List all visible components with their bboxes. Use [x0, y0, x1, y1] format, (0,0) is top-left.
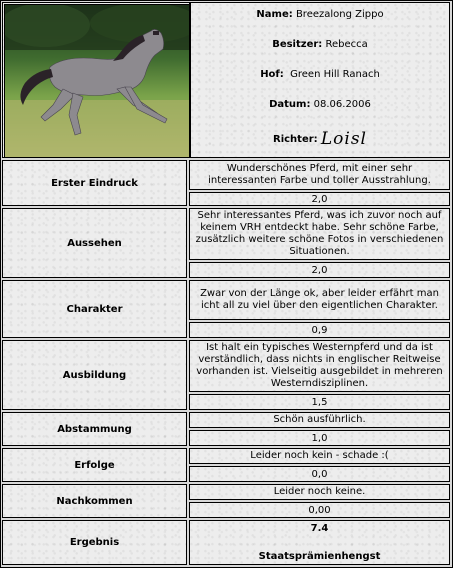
row-label-first-impression: Erster Eindruck: [2, 160, 187, 206]
horse-info-cell: [190, 2, 450, 158]
row-label-character: Charakter: [2, 280, 187, 338]
judge-signature: Loisl: [320, 129, 367, 149]
farm-value: Green Hill Ranach: [290, 69, 380, 80]
result-score: 7.4: [310, 523, 329, 534]
date-label: Datum:: [269, 99, 311, 110]
row-score-appearance: 2,0: [189, 262, 450, 278]
farm-label: Hof:: [260, 69, 284, 80]
name-value: Breezalong Zippo: [295, 9, 384, 20]
owner-value: Rebecca: [325, 39, 368, 50]
horse-photo-image: [5, 5, 189, 157]
row-comment-training: Ist halt ein typisches Westernpferd und da ist verständlich, dass nichts in englischer Reitweise vorhanden ist. Vielseitig ausgebildet in mehreren Westerndisziplinen.: [189, 340, 450, 392]
horse-photo: [4, 4, 190, 158]
date-value: 08.06.2006: [313, 99, 371, 110]
row-label-appearance: Aussehen: [2, 208, 187, 278]
row-comment-appearance: Sehr interessantes Pferd, was ich zuvor noch auf keinem VRH entdeckt habe. Sehr schöne Farbe, zusätzlich weitere schöne Fotos in verschiedenen Situationen.: [189, 208, 450, 260]
row-score-successes: 0,0: [189, 466, 450, 482]
row-label-successes: Erfolge: [2, 448, 187, 482]
row-label-training: Ausbildung: [2, 340, 187, 410]
owner-line: [191, 39, 449, 50]
row-score-pedigree: 1,0: [189, 430, 450, 446]
judge-line: [191, 129, 449, 149]
row-score-first-impression: 2,0: [189, 192, 450, 206]
row-label-pedigree: Abstammung: [2, 412, 187, 446]
row-comment-offspring: Leider noch keine.: [189, 484, 450, 500]
row-comment-successes: Leider noch kein - schade :(: [189, 448, 450, 464]
row-comment-first-impression: Wunderschönes Pferd, mit einer sehr interessanten Farbe und toller Ausstrahlung.: [189, 160, 450, 190]
row-comment-character: Zwar von der Länge ok, aber leider erfährt man icht all zu viel über den eigentlichen Charakter.: [189, 280, 450, 320]
name-label: Name:: [256, 9, 293, 20]
row-score-training: 1,5: [189, 394, 450, 410]
date-line: [191, 99, 449, 110]
row-score-character: 0,9: [189, 322, 450, 338]
row-label-offspring: Nachkommen: [2, 484, 187, 518]
result-cell: [189, 520, 450, 565]
row-score-offspring: 0,00: [189, 502, 450, 518]
name-line: [191, 9, 449, 20]
row-comment-pedigree: Schön ausführlich.: [189, 412, 450, 428]
result-title: Staatsprämienhengst: [258, 551, 381, 562]
farm-line: [191, 69, 449, 80]
owner-label: Besitzer:: [272, 39, 323, 50]
result-label: Ergebnis: [2, 520, 187, 565]
judge-label: Richter:: [273, 134, 318, 145]
